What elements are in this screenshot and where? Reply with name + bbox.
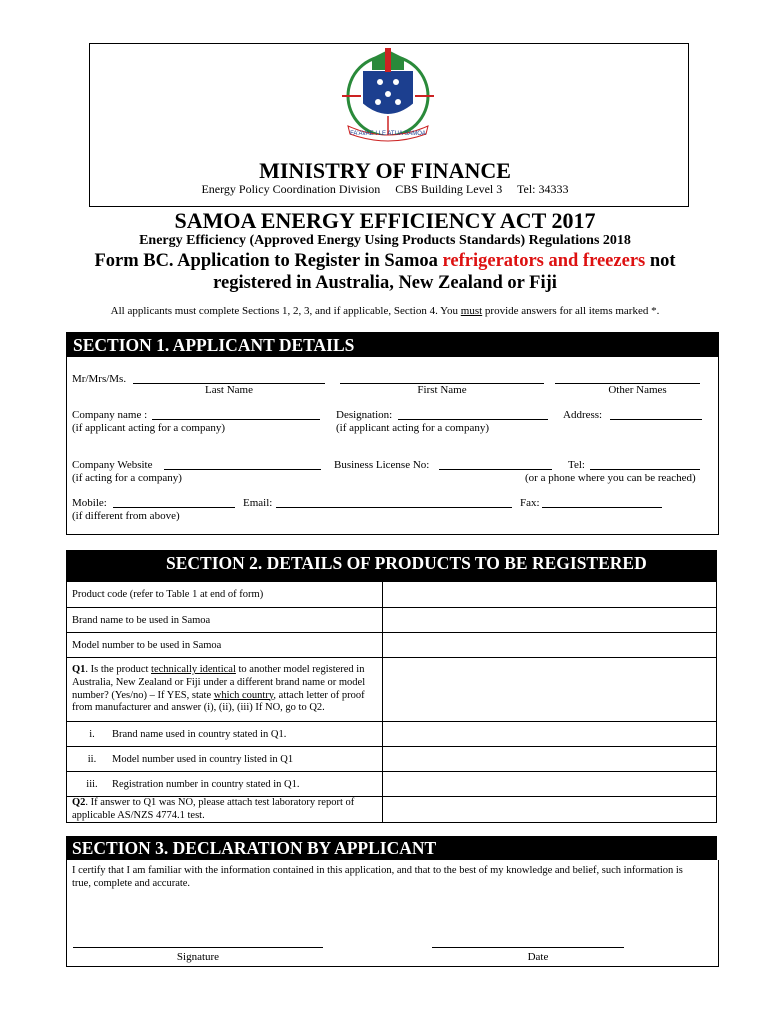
q1-technically-identical: technically identical bbox=[151, 664, 236, 676]
q2-text: . If answer to Q1 was NO, please attach test laboratory report of applicable AS/NZS 4774.1 test. bbox=[72, 797, 355, 821]
date-label: Date bbox=[527, 951, 549, 963]
sub-item-ii-input[interactable] bbox=[383, 747, 717, 772]
q1-question bbox=[67, 658, 383, 722]
name-label: Mr/Mrs/Ms. bbox=[72, 373, 127, 385]
samoa-coat-of-arms-icon bbox=[336, 48, 440, 142]
company-website-label: Company Website bbox=[72, 459, 153, 471]
section-1-title: SECTION 1. APPLICANT DETAILS bbox=[67, 333, 718, 357]
address-field[interactable] bbox=[610, 419, 702, 420]
section-2-title-bar bbox=[66, 550, 717, 581]
company-website-field[interactable] bbox=[164, 469, 321, 470]
table-row bbox=[67, 608, 717, 633]
regulations-title: Energy Efficiency (Approved Energy Using Products Standards) Regulations 2018 bbox=[139, 233, 631, 248]
table-row bbox=[67, 658, 717, 722]
note-post: provide answers for all items marked *. bbox=[482, 305, 660, 317]
designation-label: Designation: bbox=[336, 409, 393, 421]
q1-text-a: . Is the product bbox=[85, 664, 152, 676]
note-pre: All applicants must complete Sections 1, 2, 3, and if applicable, Section 4. You bbox=[110, 305, 461, 317]
form-title-post: not bbox=[645, 251, 676, 271]
email-label: Email: bbox=[243, 497, 273, 509]
address-label: Address: bbox=[563, 409, 603, 421]
sub-item-text: Brand name used in country stated in Q1. bbox=[112, 728, 287, 740]
product-code-label: Product code (refer to Table 1 at end of form) bbox=[67, 582, 383, 608]
sub-item-iii-input[interactable] bbox=[383, 772, 717, 797]
product-code-input[interactable] bbox=[383, 582, 717, 608]
business-license-field[interactable] bbox=[439, 469, 552, 470]
form-title-line2: registered in Australia, New Zealand or Fiji bbox=[213, 273, 557, 293]
sub-item-i-input[interactable] bbox=[383, 722, 717, 747]
mobile-note: (if different from above) bbox=[72, 510, 180, 522]
tel-field[interactable] bbox=[590, 469, 700, 470]
signature-label: Signature bbox=[176, 951, 220, 963]
form-title-pre: Form BC. Application to Register in Samoa bbox=[94, 251, 443, 271]
form-title-highlight: refrigerators and freezers bbox=[442, 251, 646, 271]
model-number-input[interactable] bbox=[383, 633, 717, 658]
section-3-title: SECTION 3. DECLARATION BY APPLICANT bbox=[66, 836, 717, 860]
tel-label: Tel: bbox=[568, 459, 585, 471]
date-field[interactable] bbox=[432, 947, 624, 948]
q1-label: Q1 bbox=[72, 664, 86, 676]
table-row bbox=[67, 797, 717, 823]
table-row bbox=[67, 633, 717, 658]
designation-note: (if applicant acting for a company) bbox=[336, 422, 490, 434]
q1-input[interactable] bbox=[383, 658, 717, 722]
mobile-field[interactable] bbox=[113, 507, 235, 508]
sub-item-number: i. bbox=[89, 728, 95, 740]
mobile-label: Mobile: bbox=[72, 497, 107, 509]
tel-note: (or a phone where you can be reached) bbox=[525, 472, 696, 484]
designation-field[interactable] bbox=[398, 419, 548, 420]
q2-label: Q2 bbox=[72, 797, 86, 808]
model-number-label: Model number to be used in Samoa bbox=[67, 633, 383, 658]
email-field[interactable] bbox=[276, 507, 512, 508]
signature-field[interactable] bbox=[73, 947, 323, 948]
company-name-label: Company name : bbox=[72, 409, 148, 421]
q2-input[interactable] bbox=[383, 797, 717, 823]
company-website-note: (if acting for a company) bbox=[72, 472, 182, 484]
note-must: must bbox=[460, 305, 483, 317]
instructions-note bbox=[0, 305, 770, 317]
table-row bbox=[67, 747, 717, 772]
business-license-label: Business License No: bbox=[334, 459, 430, 471]
company-name-note: (if applicant acting for a company) bbox=[72, 422, 226, 434]
last-name-label: Last Name bbox=[205, 384, 253, 396]
act-title: SAMOA ENERGY EFFICIENCY ACT 2017 bbox=[174, 208, 596, 233]
q1-text-b: to another model registered in Australia, New Zealand or Fiji under a different brand name or model number? (Yes/no) – If YES, state bbox=[72, 664, 366, 701]
q1-text-c: , attach letter of proof from manufacturer and answer (i), (ii), (iii) If NO, go to Q2. bbox=[72, 689, 365, 714]
brand-name-label: Brand name to be used in Samoa bbox=[67, 608, 383, 633]
sub-item-iii bbox=[67, 772, 383, 797]
company-name-field[interactable] bbox=[152, 419, 320, 420]
emblem-motto: FA'AVAE I LE ATUA SAMOA bbox=[350, 131, 426, 137]
table-row bbox=[67, 722, 717, 747]
fax-label: Fax: bbox=[520, 497, 540, 509]
division-line: Energy Policy Coordination Division CBS Building Level 3 Tel: 34333 bbox=[201, 182, 569, 196]
brand-name-input[interactable] bbox=[383, 608, 717, 633]
table-row bbox=[67, 582, 717, 608]
table-row bbox=[67, 772, 717, 797]
sub-item-number: iii. bbox=[86, 778, 98, 790]
ministry-title: MINISTRY OF FINANCE bbox=[259, 158, 511, 183]
q1-which-country: which country bbox=[213, 689, 274, 701]
section-2-title: SECTION 2. DETAILS OF PRODUCTS TO BE REGISTERED bbox=[166, 553, 647, 573]
products-table bbox=[66, 581, 717, 823]
sub-item-number: ii. bbox=[87, 753, 97, 765]
sub-item-i bbox=[67, 722, 383, 747]
declaration-text: I certify that I am familiar with the information contained in this application, and that to the best of my knowledge and belief, such information is true, complete and accurate. bbox=[72, 865, 683, 889]
fax-field[interactable] bbox=[542, 507, 662, 508]
sub-item-text: Registration number in country stated in Q1. bbox=[112, 778, 300, 790]
sub-item-text: Model number used in country listed in Q1 bbox=[112, 753, 294, 765]
first-name-label: First Name bbox=[417, 384, 467, 396]
q2-question bbox=[67, 797, 383, 823]
other-names-label: Other Names bbox=[608, 384, 667, 396]
form-title bbox=[0, 250, 770, 294]
sub-item-ii bbox=[67, 747, 383, 772]
